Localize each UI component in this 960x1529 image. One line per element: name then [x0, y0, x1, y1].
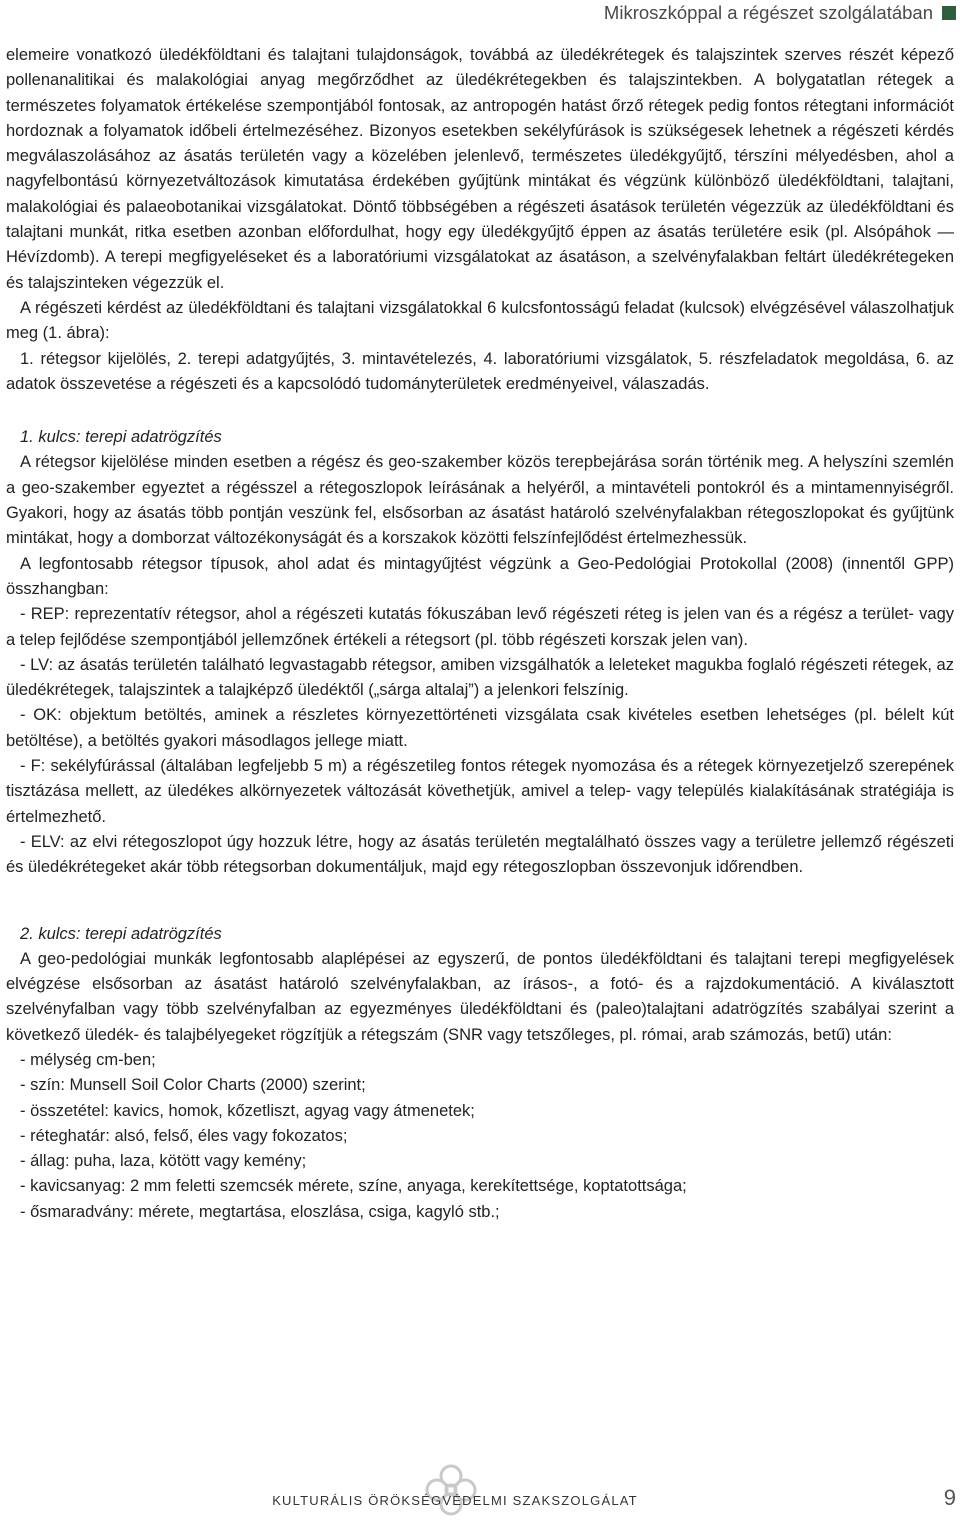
- paragraph: - F: sekélyfúrással (általában legfeljebb 5 m) a régészetileg fontos rétegek nyomozása és a rétegek környezetjelző szerepének tisztázása mellett, az üledékes alkörnyezetek változását követhetjük, amivel a telep- vagy település kialakításának stratégiája is értelmezhető.: [6, 757, 954, 826]
- page-header: [604, 0, 960, 26]
- list-item: - ősmaradvány: mérete, megtartása, eloszlása, csiga, kagyló stb.;: [20, 1202, 500, 1221]
- paragraph: 1. rétegsor kijelölés, 2. terepi adatgyűjtés, 3. mintavételezés, 4. laboratóriumi vizsgálatok, 5. részfeladatok megoldása, 6. az adatok összevetése a régészeti és a kapcsolódó tudományterületek eredményeivel, válaszadás.: [6, 349, 954, 393]
- paragraph: elemeire vonatkozó üledékföldtani és talajtani tulajdonságok, továbbá az üledékrétegek és talajszintek szerves részét képező pollenanalitikai és malakológiai anyag megőrződhet az üledékrétegekben és talajszintekben. A bolygatatlan rétegek a természetes folyamatok értékelése szempontjából fontosak, az antropogén hatást őrző rétegek pedig fontos rétegtani információt hordoznak a folyamatok időbeli értelmezéséhez. Bizonyos esetekben sekélyfúrások is szükségesek lehetnek a régészeti kérdés megválaszolásához az ásatás területén vagy a közelében jelenlevő, természetes üledékgyűjtő, térszíni mélyedésben, ahol a nagyfelbontású környezetváltozások kimutatása érdekében gyűjtünk mintákat és végzünk különböző üledékföldtani, talajtani, malakológiai és palaeobotanikai vizsgálatokat. Döntő többségében a régészeti ásatások területén végezzük az üledékföldtani és talajtani munkát, ritka esetben azonban előfordulhat, hogy egy üledékgyűjtő éppen az ásatás területére esik (pl. Alsópáhok — Hévízdomb). A terepi megfigyeléseket és a laboratóriumi vizsgálatokat az ásatáson, a szelvényfalakban feltárt üledékrétegeken és talajszinteken végezzük el.: [6, 46, 954, 292]
- paragraph: A legfontosabb rétegsor típusok, ahol adat és mintagyűjtést végzünk a Geo-Pedológiai Protokollal (2008) (innentől GPP) összhangban:: [6, 554, 954, 598]
- paragraph: A régészeti kérdést az üledékföldtani és talajtani vizsgálatokkal 6 kulcsfontosságú feladat (kulcsok) elvégzésével válaszolhatjuk meg (1. ábra):: [6, 298, 954, 343]
- list-item: - összetétel: kavics, homok, kőzetliszt, agyag vagy átmenetek;: [20, 1101, 475, 1120]
- section-heading-2: 2. kulcs: terepi adatrögzítés: [20, 924, 222, 943]
- paragraph: A rétegsor kijelölése minden esetben a régész és geo-szakember közös terepbejárása során történik meg. A helyszíni szemlén a geo-szakember egyeztet a régésszel a rétegoszlopok leírásának a helyéről, a mintavételi pontokról és a mintamennyiségről. Gyakori, hogy az ásatás több pontján veszünk fel, elsősorban az ásatást határoló szelvényfalakban rétegoszlopokat és gyűjtünk mintákat, hogy a domborzat változékonyságát és a korszakok közötti felszínfejlődést értelmezhessük.: [6, 453, 954, 548]
- paragraph: - LV: az ásatás területén található legvastagabb rétegsor, amiben vizsgálhatók a leleteket magukba foglaló régészeti rétegek, az üledékrétegek, talajszintek a talajképző üledéktől („sárga altalaj”) a jelenkori felszínig.: [6, 655, 954, 700]
- running-title: Mikroszkóppal a régészet szolgálatában: [603, 2, 933, 23]
- paragraph: A geo-pedológiai munkák legfontosabb alaplépései az egyszerű, de pontos üledékföldtani és talajtani terepi megfigyelések elvégzése elsősorban az ásatást határoló szelvényfalakban, az írásos-, a fotó- és a rajzdokumentáció. A kiválasztott szelvényfalban vagy több szelvényfalban az egyezményes üledékföldtani és (paleo)talajtani adatrögzítés szabályai szerint a következő üledék- és talajbélyegeket rögzítjük a rétegszám (SNR vagy tetszőleges, pl. római, arab számozás, betű) után:: [6, 949, 954, 1044]
- main-text: [6, 43, 954, 1225]
- paragraph: - REP: reprezentatív rétegsor, ahol a régészeti kutatás fókuszában levő régészeti réteg is jelen van és a régész a terület- vagy a telep fejlődése szempontjából jellemzőnek értékeli a rétegsort (pl. több régészeti korszak jelen van).: [6, 605, 954, 649]
- list-item: - mélység cm-ben;: [20, 1050, 156, 1069]
- paragraph: - ELV: az elvi rétegoszlopot úgy hozzuk létre, hogy az ásatás területén megtalálható összes vagy a területre jellemző régészeti és üledékrétegeket akár több rétegsorban dokumentáljuk, majd egy rétegoszlopban összevonjuk időrendben.: [6, 832, 954, 877]
- header-square-icon: [942, 6, 956, 20]
- section-heading-1: 1. kulcs: terepi adatrögzítés: [20, 428, 222, 447]
- list-item: - kavicsanyag: 2 mm feletti szemcsék mérete, színe, anyaga, kerekítettsége, koptatottsága;: [20, 1177, 687, 1196]
- page-number: 9: [943, 1485, 956, 1510]
- list-item: - állag: puha, laza, kötött vagy kemény;: [20, 1152, 307, 1171]
- list-item: - szín: Munsell Soil Color Charts (2000) szerint;: [20, 1076, 366, 1095]
- footer-organization: KULTURÁLIS ÖRÖKSÉGVÉDELMI SZAKSZOLGÁLAT: [272, 1493, 638, 1508]
- page-footer: [0, 1455, 960, 1529]
- list-item: - réteghatár: alsó, felső, éles vagy fokozatos;: [20, 1126, 348, 1145]
- celtic-knot-icon: [420, 1459, 482, 1521]
- paragraph: - OK: objektum betöltés, aminek a részletes környezettörténeti vizsgálata csak kivételes esetben lehetséges (pl. bélelt kút betöltése), a betöltés gyakori másodlagos jellege miatt.: [6, 706, 954, 750]
